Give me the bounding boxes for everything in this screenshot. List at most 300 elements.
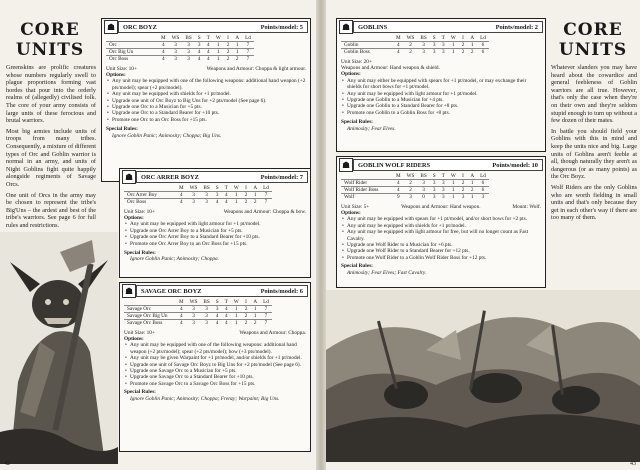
options-list — [341, 78, 541, 116]
left-title-line2: UNITS — [15, 40, 85, 60]
stat-cell: 3 — [200, 313, 212, 320]
list-item: • Upgrade one Goblin to a Standard Bearer for +8 pts. — [347, 103, 541, 109]
stat-cell: 3 — [417, 180, 429, 187]
stat-header: T — [224, 185, 228, 192]
stat-header: BS — [203, 185, 210, 192]
left-intro-paragraph: One unit of Orcs in the army may be chosen to represent the tribe's Big'Uns – the ardest and best of the tribe's warriors. See page 6 for full rules and restrictions. — [6, 191, 96, 229]
stat-cell: 1 — [448, 187, 459, 194]
stat-cell: 3 — [187, 313, 201, 320]
unit-size: Unit Size: 10+ — [124, 329, 155, 336]
unit-name: ORC ARRER BOYZ — [141, 173, 199, 181]
stat-header — [341, 35, 393, 42]
stat-cell: 3 — [213, 192, 222, 199]
stat-cell: 4 — [393, 42, 404, 49]
orc-head-icon: ☗ — [104, 20, 118, 34]
stat-cell: 4 — [222, 306, 231, 313]
stat-cell: 1 — [448, 49, 459, 56]
stat-cell: 2 — [467, 187, 477, 194]
list-item: • Upgrade one Goblin to a Musician for +4 pts. — [347, 97, 541, 103]
table-row — [106, 49, 254, 56]
stat-cell: Orc — [106, 42, 158, 49]
stat-cell: 3 — [187, 306, 201, 313]
stat-header: I — [227, 35, 229, 42]
stat-cell: 3 — [187, 192, 201, 199]
left-page-number: 42 — [4, 461, 10, 467]
stat-cell: 3 — [439, 194, 448, 201]
orc-warrior-illustration — [0, 232, 118, 464]
stat-cell: 2 — [242, 306, 251, 313]
list-item: • Promote one Orc to an Orc Boss for +15 pts. — [112, 117, 306, 123]
stat-cell: 1 — [231, 199, 242, 206]
unit-name: SAVAGE ORC BOYZ — [141, 287, 202, 295]
special-rules-label: Special Rules: — [106, 126, 138, 133]
stat-cell: 4 — [176, 192, 187, 199]
stat-header: WS — [189, 185, 198, 192]
goblin-battle-illustration — [326, 290, 640, 462]
unit-points: Points/model: 7 — [260, 173, 303, 181]
stat-header: BS — [420, 35, 427, 42]
stat-cell: 3 — [404, 194, 418, 201]
stat-cell: 2 — [459, 49, 468, 56]
unit-size: Unit Size: 5+ — [341, 203, 370, 210]
stat-cell: 3 — [430, 42, 439, 49]
stat-cell: 3 — [200, 306, 212, 313]
options-label: Options: — [124, 215, 144, 221]
list-item: • Upgrade one Orc to a Musician for +5 pts. — [112, 104, 306, 110]
stat-cell: 1 — [213, 49, 224, 56]
stat-header — [341, 173, 393, 180]
stat-header: T — [206, 35, 210, 42]
table-row — [106, 42, 254, 49]
unit-weapons: Weapons and Armour: Hand weapon. — [401, 203, 481, 210]
stat-header: W — [233, 185, 239, 192]
stat-cell: 1 — [250, 306, 260, 313]
stat-cell: 2 — [404, 49, 418, 56]
stat-cell: Wolf Rider — [341, 180, 393, 187]
orc-head-icon: ☗ — [122, 170, 136, 184]
stat-cell: Orc Boss — [106, 56, 158, 63]
list-item: • Any unit may be equipped with one of the following weapons: additional hand weapon (+2 pts/model); spear (+2 pts/model). — [112, 78, 306, 91]
special-rules: Ignore Goblin Panic; Animosity; Choppa; Frenzy; Warpaint; Big Uns. — [130, 395, 280, 402]
stat-cell: 4 — [222, 199, 231, 206]
stat-header: Ld — [480, 35, 486, 42]
list-item: • Upgrade one Orc Arrer Boy to a Standard Bearer for +10 pts. — [130, 234, 306, 240]
stat-cell: 2 — [467, 49, 477, 56]
table-row — [341, 49, 489, 56]
table-row — [124, 313, 272, 320]
stat-header — [106, 35, 158, 42]
unit-header — [136, 285, 308, 297]
stat-header: A — [470, 35, 475, 42]
stat-cell: 1 — [231, 320, 242, 327]
stat-header: M — [179, 185, 184, 192]
stat-cell: 3 — [200, 199, 212, 206]
stat-table — [106, 35, 254, 63]
left-intro-paragraph: Most big armies include units of troops from many tribes. Consequently, a mixture of different types of Orc and Goblin warrior is normal in an army, and units of Night Goblins fight quite happily alongside regiments of Savage Orcs. — [6, 127, 96, 188]
stat-cell: Savage Orc Big Un — [124, 313, 176, 320]
special-rules: Animosity; Fear Elves. — [347, 125, 396, 132]
stat-header: T — [441, 173, 445, 180]
unit-name: GOBLINS — [358, 23, 388, 31]
stat-cell: 4 — [158, 56, 169, 63]
stat-cell: 7 — [242, 42, 254, 49]
list-item: • Any unit may either be equipped with spears for +1 pt/model, or may exchange their shields for short bows for +1 pt/model. — [347, 78, 541, 91]
stat-cell: 1 — [250, 192, 260, 199]
unit-mount: Mount: Wolf. — [512, 203, 541, 210]
right-page-title — [548, 20, 638, 60]
unit-weapons: Weapons and Armour: Hand weapon & shield. — [341, 65, 440, 71]
orc-head-icon: ☗ — [122, 284, 136, 298]
stat-table — [124, 299, 272, 327]
stat-header: I — [245, 299, 247, 306]
stat-cell: 4 — [158, 42, 169, 49]
options-label: Options: — [341, 210, 361, 216]
special-rules: Ignore Goblin Panic; Animosity; Choppa. — [130, 256, 220, 263]
stat-cell: 3 — [169, 42, 183, 49]
list-item: • Upgrade one Orc Arrer Boy to a Musician for +5 pts. — [130, 228, 306, 234]
stat-cell: 2 — [242, 199, 251, 206]
stat-cell: 1 — [467, 180, 477, 187]
stat-cell: Goblin — [341, 42, 393, 49]
stat-cell: 4 — [213, 313, 222, 320]
stat-header — [124, 299, 176, 306]
stat-cell: 1 — [232, 49, 242, 56]
table-row — [124, 199, 272, 206]
stat-cell: Wolf Rider Boss — [341, 187, 393, 194]
special-rules-label: Special Rules: — [341, 119, 373, 126]
options-label: Options: — [124, 336, 144, 342]
stat-header: Ld — [480, 173, 486, 180]
list-item: • Promote one Orc Arrer Boy to an Orc Boss for +15 pts. — [130, 241, 306, 247]
stat-cell: 1 — [467, 194, 477, 201]
left-intro-text — [6, 64, 96, 232]
stat-cell: 7 — [260, 313, 272, 320]
left-intro-paragraph: Greenskins are prolific creatures whose numbers regularly swell to plague proportions forming vast hordes that pour into the orderly realms of (allegedly) civilised folk. The core of your army consists of large units of these ferocious and brutal warriors. — [6, 64, 96, 125]
stat-header: W — [450, 35, 456, 42]
stat-header: I — [462, 173, 464, 180]
unit-name: GOBLIN WOLF RIDERS — [358, 161, 431, 169]
stat-cell: 2 — [242, 320, 251, 327]
unit-header — [136, 171, 308, 183]
stat-cell: 3 — [430, 49, 439, 56]
stat-cell: 3 — [430, 187, 439, 194]
stat-table — [341, 173, 489, 201]
stat-cell: 1 — [231, 192, 242, 199]
stat-cell: 4 — [393, 180, 404, 187]
orc-warrior-art-icon — [0, 232, 118, 464]
stat-header: S — [432, 173, 436, 180]
stat-header: S — [215, 299, 219, 306]
table-row — [124, 192, 272, 199]
unit-card-goblin-wolf-riders — [336, 156, 546, 288]
stat-cell: 6 — [477, 49, 489, 56]
right-title-line2: UNITS — [558, 40, 628, 60]
stat-cell: Wolf — [341, 194, 393, 201]
stat-cell: 3 — [187, 199, 201, 206]
stat-cell: 4 — [195, 49, 204, 56]
stat-cell: 3 — [430, 180, 439, 187]
unit-points: Points/model: 6 — [260, 287, 303, 295]
list-item: • Any unit may be equipped with one of the following weapons: additional hand weapon (+2 pts/model); spear (+2 pts/model); bow (+3 pts/model). — [130, 342, 306, 355]
battle-scene-art-icon — [326, 290, 640, 462]
list-item: • Promote one Goblin to a Goblin Boss for +8 pts. — [347, 110, 541, 116]
stat-cell: 4 — [195, 56, 204, 63]
stat-cell: 7 — [260, 199, 272, 206]
list-item: • Any unit may be equipped with shields for +1 pt/model. — [112, 91, 306, 97]
stat-header: BS — [420, 173, 427, 180]
list-item: • Upgrade one unit of Savage Orc Boyz to Big Uns for +2 pts/model (See page 6). — [130, 362, 306, 368]
stat-cell: 1 — [232, 42, 242, 49]
stat-cell: 2 — [404, 180, 418, 187]
stat-header: Ld — [245, 35, 251, 42]
stat-cell: 1 — [448, 194, 459, 201]
stat-cell: 7 — [242, 56, 254, 63]
unit-points: Points/model: 10 — [492, 161, 538, 169]
stat-cell: 2 — [250, 199, 260, 206]
stat-header: M — [396, 173, 401, 180]
stat-cell: 7 — [260, 306, 272, 313]
stat-cell: 3 — [182, 49, 194, 56]
stat-cell: 4 — [222, 313, 231, 320]
stat-cell: Orc Arrer Boy — [124, 192, 176, 199]
stat-cell: 4 — [204, 49, 213, 56]
book-gutter — [316, 0, 326, 470]
stat-header: WS — [189, 299, 198, 306]
stat-cell: 3 — [417, 187, 429, 194]
table-row — [341, 42, 489, 49]
stat-header: WS — [171, 35, 180, 42]
stat-cell: 4 — [176, 199, 187, 206]
stat-cell: 2 — [459, 42, 468, 49]
list-item: • Any unit may be equipped with light armour for +1 pt/model. — [130, 221, 306, 227]
unit-header — [353, 159, 543, 171]
unit-card-goblins — [336, 18, 546, 152]
stat-cell: 4 — [393, 187, 404, 194]
right-page-number: 43 — [630, 461, 636, 467]
list-item: • Upgrade one Wolf Rider to a Musician for +6 pts. — [347, 242, 541, 248]
stat-header: WS — [406, 35, 415, 42]
stat-cell: 1 — [213, 56, 224, 63]
stat-cell: 3 — [477, 194, 489, 201]
list-item: • Promote one Wolf Rider to a Goblin Wolf Rider Boss for +12 pts. — [347, 255, 541, 261]
stat-cell: Savage Orc — [124, 306, 176, 313]
stat-cell: 3 — [439, 49, 448, 56]
stat-cell: 1 — [213, 42, 224, 49]
unit-size: Unit Size: 20+ — [341, 58, 372, 65]
options-list — [124, 221, 306, 247]
right-intro-paragraph: In battle you should field your Goblins with this in mind and keep the units nice and big. Large units of Goblins aren't feeble at all, though naturally they aren't as dangerous (or as many points) as the Orc Boyz. — [551, 127, 637, 181]
unit-points: Points/model: 5 — [260, 23, 303, 31]
stat-cell: 2 — [224, 42, 233, 49]
stat-cell: 4 — [222, 320, 231, 327]
options-label: Options: — [106, 72, 126, 78]
list-item: • Any unit may be equipped with spears for +1 pt/model, and/or short bows for +2 pts. — [347, 216, 541, 222]
right-intro-paragraph: Wolf Riders are the only Goblins who are worth fielding in small units and that's only because they get in each other's way if there are too many of them. — [551, 183, 637, 222]
left-title-line1: CORE — [20, 20, 80, 40]
table-row — [341, 194, 489, 201]
list-item: • Upgrade one Savage Orc to a Musician for +5 pts. — [130, 368, 306, 374]
list-item: • Any unit may be equipped with light armour for +1 pt/model. — [347, 91, 541, 97]
stat-header: T — [441, 35, 445, 42]
stat-header: BS — [185, 35, 192, 42]
stat-cell: 3 — [187, 320, 201, 327]
stat-cell: 2 — [242, 192, 251, 199]
unit-weapons: Weapons and Armour: Choppa & bow. — [223, 208, 306, 215]
list-item: • Upgrade one Wolf Rider to a Standard Bearer for +12 pts. — [347, 248, 541, 254]
table-row — [124, 320, 272, 327]
unit-points: Points/model: 2 — [495, 23, 538, 31]
stat-table — [124, 185, 272, 206]
special-rules-label: Special Rules: — [124, 389, 156, 396]
stat-header: I — [245, 185, 247, 192]
stat-cell: 3 — [439, 180, 448, 187]
stat-cell: 6 — [477, 180, 489, 187]
special-rules-label: Special Rules: — [341, 263, 373, 270]
stat-header: W — [215, 35, 221, 42]
list-item: • Any unit may be equipped with shields for +1 pt/model. — [347, 223, 541, 229]
stat-cell: 1 — [231, 313, 242, 320]
left-page-title — [4, 20, 96, 60]
stat-cell: 2 — [232, 56, 242, 63]
stat-cell: 2 — [459, 180, 468, 187]
stat-cell: Goblin Boss — [341, 49, 393, 56]
stat-cell: 3 — [195, 42, 204, 49]
stat-cell: 9 — [393, 194, 404, 201]
wolf-head-icon: ☗ — [339, 158, 353, 172]
stat-cell: 3 — [200, 192, 212, 199]
goblin-head-icon: ☗ — [339, 20, 353, 34]
stat-header: S — [215, 185, 219, 192]
stat-cell: 0 — [417, 194, 429, 201]
stat-cell: 7 — [242, 49, 254, 56]
stat-cell: 3 — [417, 49, 429, 56]
options-list — [341, 216, 541, 261]
special-rules: Animosity; Fear Elves; Fast Cavalry. — [347, 269, 427, 276]
stat-cell: 1 — [448, 42, 459, 49]
stat-cell: 3 — [169, 56, 183, 63]
list-item: • Upgrade one Savage Orc to a Standard Bearer for +10 pts. — [130, 374, 306, 380]
stat-cell: 3 — [213, 306, 222, 313]
stat-cell: 4 — [213, 199, 222, 206]
unit-size-row — [106, 66, 306, 72]
stat-header: W — [450, 173, 456, 180]
stat-cell: 2 — [459, 187, 468, 194]
options-list — [124, 342, 306, 387]
stat-cell: 4 — [158, 49, 169, 56]
stat-table — [341, 35, 489, 56]
stat-cell: 7 — [260, 192, 272, 199]
options-label: Options: — [341, 71, 361, 78]
stat-header: M — [161, 35, 166, 42]
stat-header: M — [396, 35, 401, 42]
table-row — [341, 187, 489, 194]
stat-cell: 6 — [477, 187, 489, 194]
table-row — [341, 180, 489, 187]
stat-cell: 4 — [176, 306, 187, 313]
stat-header: Ld — [263, 299, 269, 306]
stat-cell: 2 — [224, 49, 233, 56]
unit-size: Unit Size: 10+ — [124, 208, 155, 215]
stat-cell: 4 — [213, 320, 222, 327]
unit-weapons: Weapons and Armour: Choppa & light armour. — [206, 65, 306, 72]
stat-cell: Orc Big Un — [106, 49, 158, 56]
unit-card-orc-arrer-boyz — [119, 168, 311, 278]
stat-header: A — [470, 173, 475, 180]
stat-cell: 3 — [439, 187, 448, 194]
stat-cell: 3 — [459, 194, 468, 201]
unit-card-savage-orc-boyz — [119, 282, 311, 452]
stat-header: BS — [203, 299, 210, 306]
stat-cell: 2 — [224, 56, 233, 63]
right-intro-paragraph: Whatever slanders you may have heard about the cowardice and general feebleness of Goblin warriors are all true. However, that's only the case when they're on their own and they're seldom stupid enough to turn up without a few dozen of their mates. — [551, 64, 637, 125]
stat-cell: 4 — [222, 192, 231, 199]
stat-cell: 1 — [448, 180, 459, 187]
stat-cell: 4 — [176, 320, 187, 327]
stat-cell: 3 — [200, 320, 212, 327]
stat-cell: 3 — [417, 42, 429, 49]
stat-cell: 1 — [467, 42, 477, 49]
stat-header: Ld — [263, 185, 269, 192]
stat-cell: 3 — [182, 42, 194, 49]
unit-card-orc-boyz — [101, 18, 311, 182]
stat-cell: 1 — [231, 306, 242, 313]
stat-header: S — [432, 35, 436, 42]
stat-header: A — [235, 35, 240, 42]
stat-cell: 4 — [204, 42, 213, 49]
options-list — [106, 78, 306, 123]
list-item: • Any unit may be equipped with light armour for free, but will no longer count as Fast Cavalry. — [347, 229, 541, 242]
unit-name: ORC BOYZ — [123, 23, 157, 31]
stat-header: WS — [406, 173, 415, 180]
stat-cell: 7 — [260, 320, 272, 327]
stat-cell: 2 — [404, 42, 418, 49]
stat-cell: 3 — [169, 49, 183, 56]
stat-header: A — [253, 299, 258, 306]
stat-cell: 6 — [477, 42, 489, 49]
stat-cell: 4 — [176, 313, 187, 320]
unit-header — [118, 21, 308, 33]
unit-size: Unit Size: 10+ — [106, 65, 137, 72]
special-rules-label: Special Rules: — [124, 250, 156, 257]
right-title-line1: CORE — [563, 20, 623, 40]
list-item: • Upgrade one unit of Orc Boyz to Big Uns for +2 pts/model (See page 6). — [112, 98, 306, 104]
list-item: • Any unit may be given Warpaint for +1 pt/model, and/or shields for +1 pt/model. — [130, 355, 306, 361]
stat-cell: 3 — [430, 194, 439, 201]
stat-cell: 2 — [404, 187, 418, 194]
table-row — [124, 306, 272, 313]
stat-header: W — [233, 299, 239, 306]
stat-cell: 2 — [242, 313, 251, 320]
special-rules: Ignore Goblin Panic; Animosity; Choppa; Big Uns. — [112, 132, 222, 139]
unit-header — [353, 21, 543, 33]
list-item: • Promote one Savage Orc to a Savage Orc Boss for +15 pts. — [130, 381, 306, 387]
stat-cell: 2 — [250, 320, 260, 327]
stat-cell: 4 — [393, 49, 404, 56]
stat-cell: 1 — [250, 313, 260, 320]
stat-header — [124, 185, 176, 192]
stat-header: M — [179, 299, 184, 306]
stat-header: I — [462, 35, 464, 42]
table-row — [106, 56, 254, 63]
stat-header: T — [224, 299, 228, 306]
stat-header: A — [253, 185, 258, 192]
stat-cell: Savage Orc Boss — [124, 320, 176, 327]
stat-cell: 3 — [182, 56, 194, 63]
stat-cell: 4 — [204, 56, 213, 63]
stat-cell: Orc Boss — [124, 199, 176, 206]
stat-cell: 3 — [439, 42, 448, 49]
list-item: • Upgrade one Orc to a Standard Bearer for +10 pts. — [112, 110, 306, 116]
